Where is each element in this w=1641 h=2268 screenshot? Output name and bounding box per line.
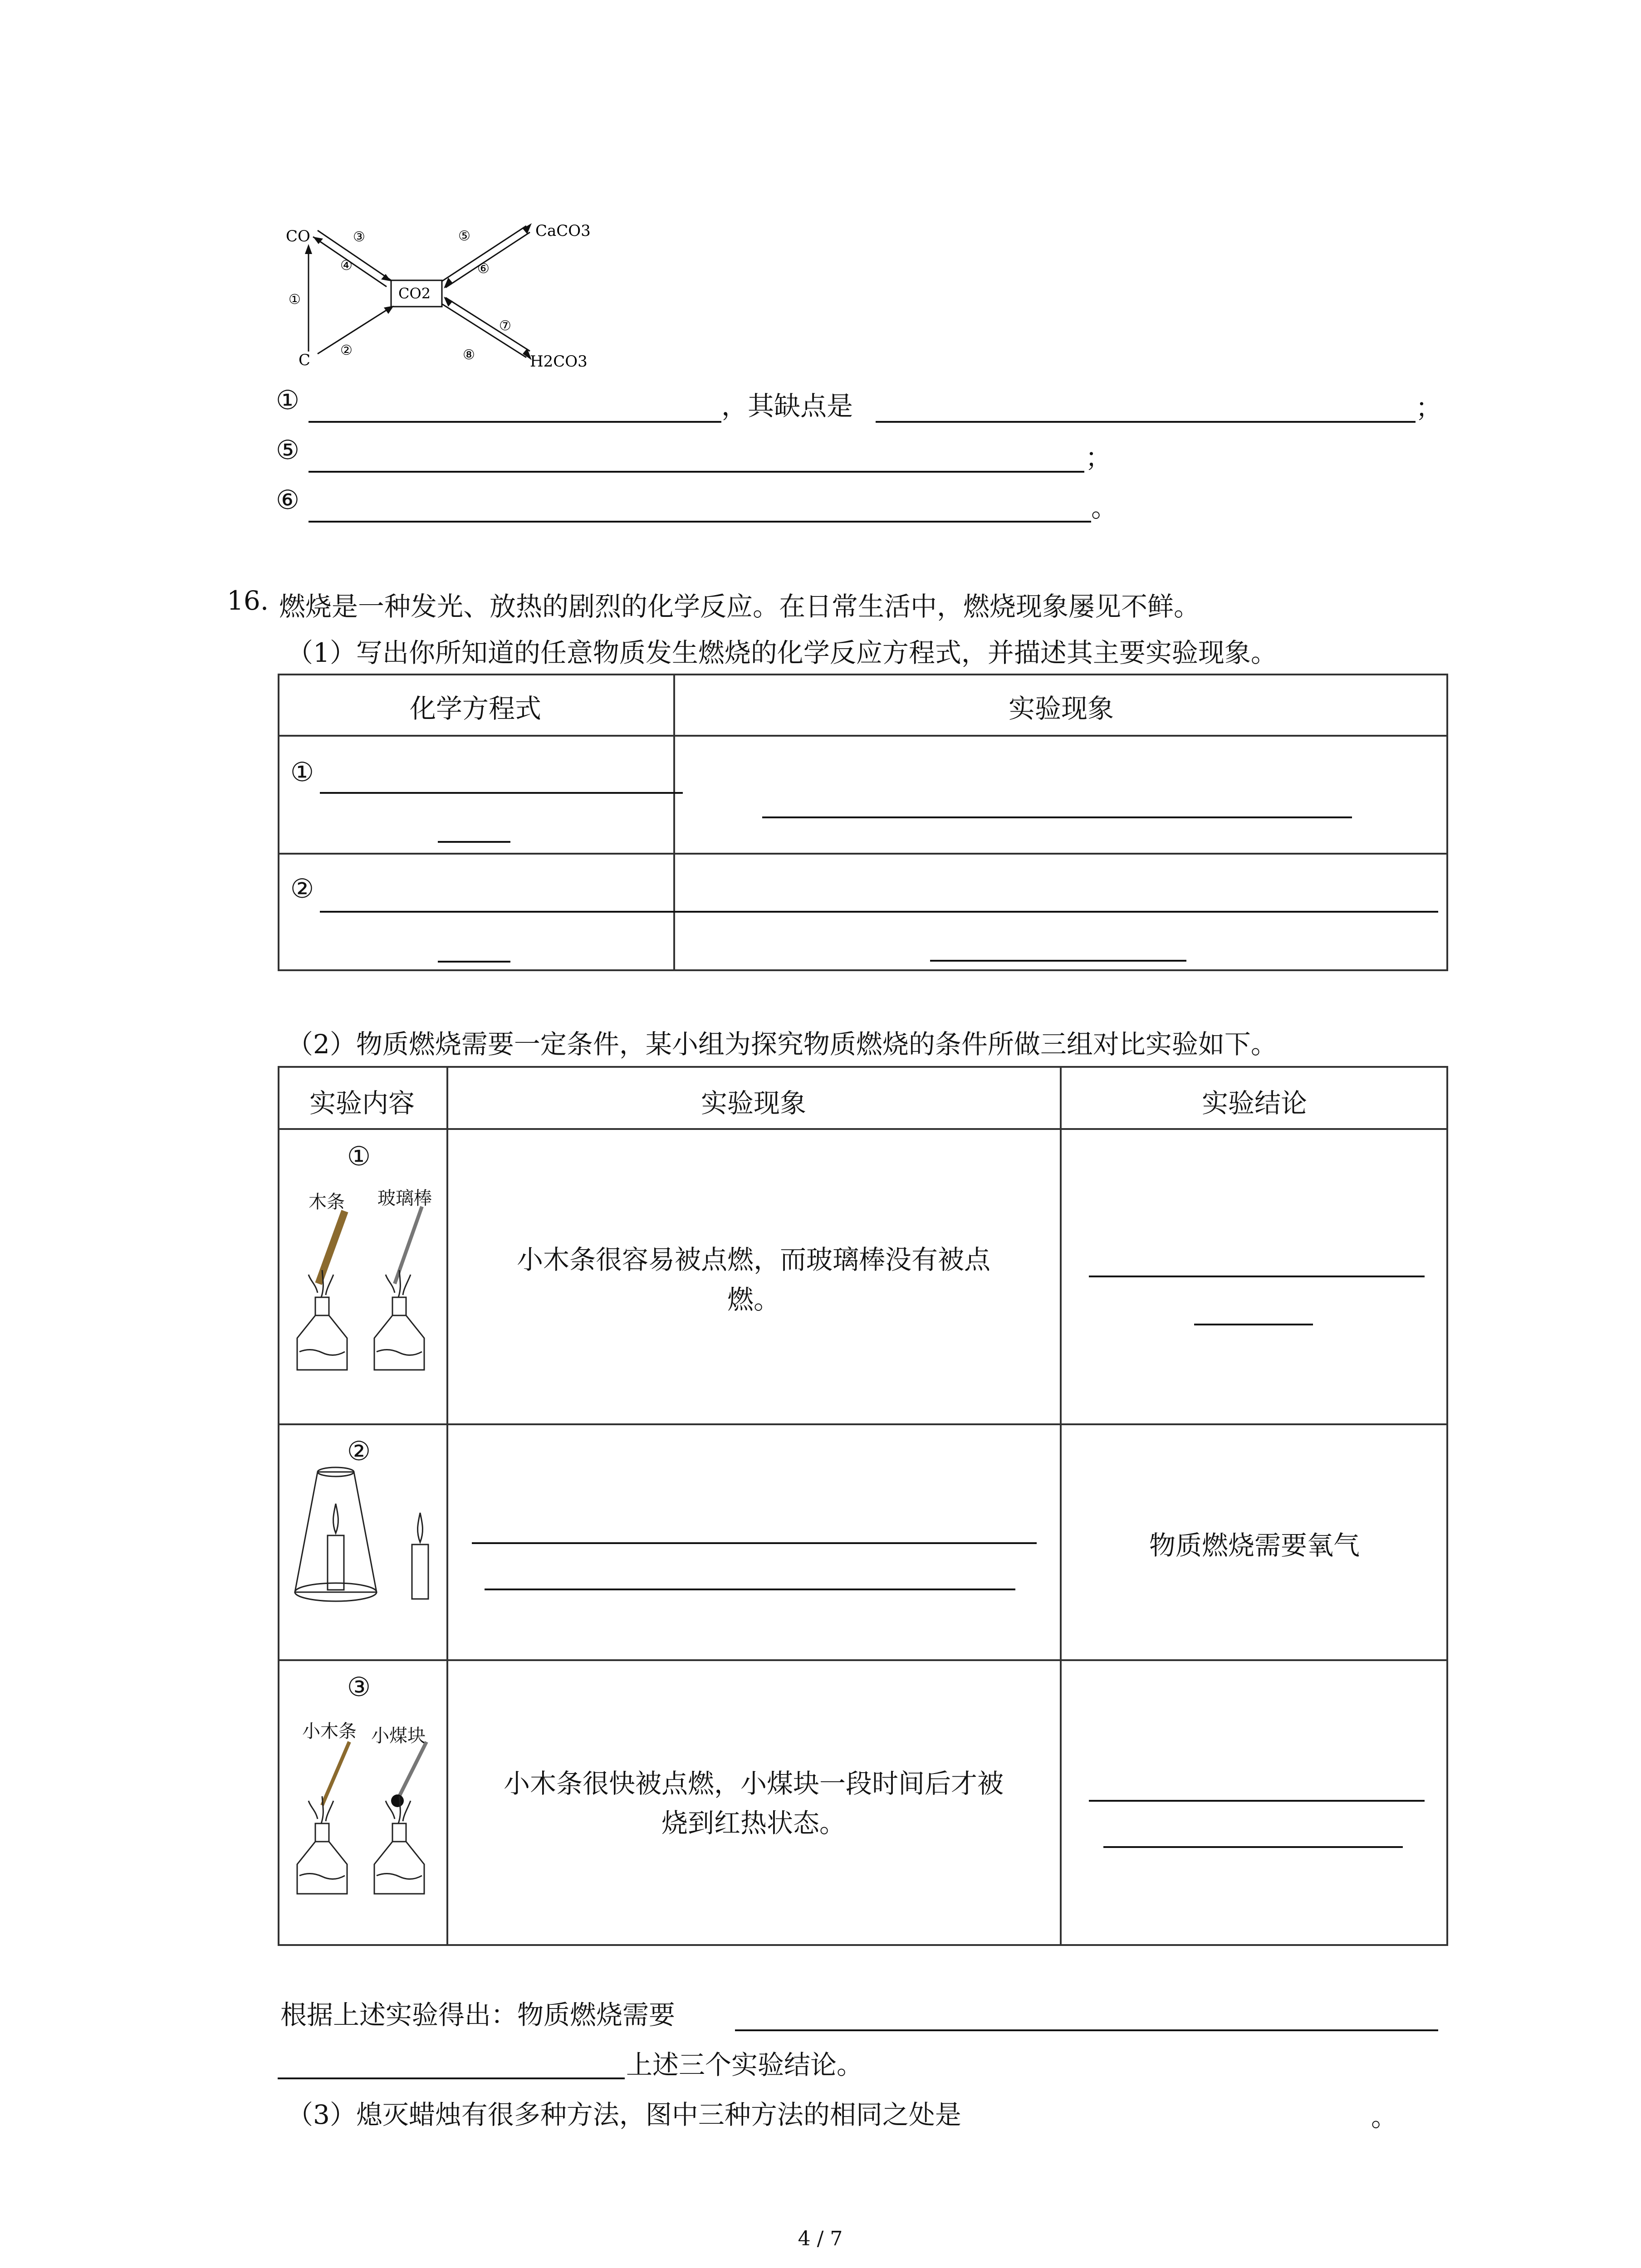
summary-answer-line2[interactable]	[278, 2077, 625, 2079]
q16-number: 16.	[227, 585, 269, 616]
table2-row3-conclusion-line2[interactable]	[1103, 1846, 1403, 1848]
q16-part1: （1）写出你所知道的任意物质发生燃烧的化学反应方程式，并描述其主要实验现象。	[287, 637, 1277, 668]
summary-suffix: 上述三个实验结论。	[626, 2049, 863, 2080]
q16-part2: （2）物质燃烧需要一定条件，某小组为探究物质燃烧的条件所做三组对比实验如下。	[287, 1029, 1277, 1060]
table2-row3-phenomenon-l1: 小木条很快被点燃，小煤块一段时间后才被	[503, 1768, 1004, 1799]
table2-row3-conclusion-line[interactable]	[1089, 1800, 1425, 1802]
table1-row2-eq-line[interactable]	[320, 911, 683, 913]
table1-row1-marker: ①	[290, 757, 314, 787]
table2-header-conclusion: 实验结论	[1201, 1088, 1307, 1119]
q15-marker-5: ⑤	[276, 435, 299, 465]
table1-row2-phen-line[interactable]	[683, 911, 1438, 913]
candles-jar-experiment	[290, 1463, 440, 1608]
table1-row2-phen-line2[interactable]	[930, 960, 1186, 962]
q16-intro: 燃烧是一种发光、放热的剧烈的化学反应。在日常生活中，燃烧现象屡见不鲜。	[279, 591, 1200, 622]
page-number: 4 / 7	[798, 2227, 843, 2250]
q15-end-3: 。	[1091, 492, 1118, 523]
table1-row2-eq-line2[interactable]	[438, 961, 510, 963]
row1-label-wood: 木条	[309, 1192, 345, 1212]
node-co: CO	[286, 227, 310, 245]
q15-marker-1: ①	[276, 385, 299, 415]
alcohol-lamps-wood-glass	[290, 1202, 436, 1379]
q15-end-1: ；	[1416, 392, 1442, 423]
summary-prefix: 根据上述实验得出：物质燃烧需要	[280, 1999, 676, 2030]
table1-row1-phen-line[interactable]	[762, 816, 1352, 818]
table2-row1-phenomenon-l2: 燃。	[727, 1284, 780, 1315]
carbon-conversion-diagram	[272, 213, 617, 376]
table2-header-content: 实验内容	[309, 1088, 415, 1119]
q15-answer-line-1[interactable]	[309, 421, 721, 423]
arrow-label-8: ⑧	[463, 347, 475, 363]
arrow-label-4: ④	[340, 258, 353, 274]
table2-row2-phenomenon-line2[interactable]	[485, 1589, 1015, 1590]
row3-label-wood: 小木条	[302, 1721, 357, 1742]
q16-part3: （3）熄灭蜡烛有很多种方法，图中三种方法的相同之处是	[287, 2099, 961, 2130]
arrow-label-6: ⑥	[477, 261, 490, 277]
row1-label-glass: 玻璃棒	[377, 1188, 432, 1209]
table2-row3-marker: ③	[347, 1672, 371, 1702]
table1-header-phenomenon: 实验现象	[1008, 693, 1114, 724]
node-h2co3: H2CO3	[530, 352, 588, 371]
q15-end-2: ；	[1085, 442, 1112, 473]
table2-row1-conclusion-line2[interactable]	[1194, 1324, 1313, 1325]
q15-drawback-text: ，其缺点是	[721, 391, 853, 421]
table2-row2-phenomenon-line[interactable]	[472, 1542, 1037, 1544]
q15-marker-6: ⑥	[276, 484, 299, 515]
arrow-label-3: ③	[353, 229, 365, 245]
table2-row1-phenomenon-l1: 小木条很容易被点燃，而玻璃棒没有被点	[516, 1244, 990, 1275]
table1-row1-eq-line[interactable]	[320, 792, 683, 794]
arrow-label-5: ⑤	[458, 228, 470, 244]
q16-part3-end: 。	[1371, 2102, 1398, 2132]
row3-label-coal: 小煤块	[371, 1725, 426, 1746]
node-c: C	[299, 351, 311, 369]
q15-answer-line-5[interactable]	[309, 471, 1084, 473]
table2-row2-conclusion: 物质燃烧需要氧气	[1149, 1530, 1360, 1561]
table1-row2-marker: ②	[290, 873, 314, 904]
node-caco3: CaCO3	[535, 222, 591, 240]
table2-row2-marker: ②	[347, 1436, 371, 1466]
table2-row1-marker: ①	[347, 1141, 371, 1172]
arrow-label-1: ①	[289, 292, 301, 308]
q15-drawback-line[interactable]	[876, 421, 1416, 423]
table1-header-equation: 化学方程式	[409, 693, 541, 724]
q15-answer-line-6[interactable]	[309, 521, 1091, 523]
arrow-label-2: ②	[340, 342, 353, 358]
table1-row1-eq-line2[interactable]	[438, 841, 510, 843]
alcohol-lamps-wood-coal	[290, 1733, 436, 1901]
table2-header-phenomenon: 实验现象	[700, 1088, 806, 1119]
table2-row3-phenomenon-l2: 烧到红热状态。	[661, 1808, 846, 1838]
summary-answer-line[interactable]	[735, 2029, 1438, 2031]
table2-row1-conclusion-line[interactable]	[1089, 1276, 1425, 1277]
arrow-label-7: ⑦	[499, 318, 511, 334]
node-co2: CO2	[398, 285, 431, 302]
